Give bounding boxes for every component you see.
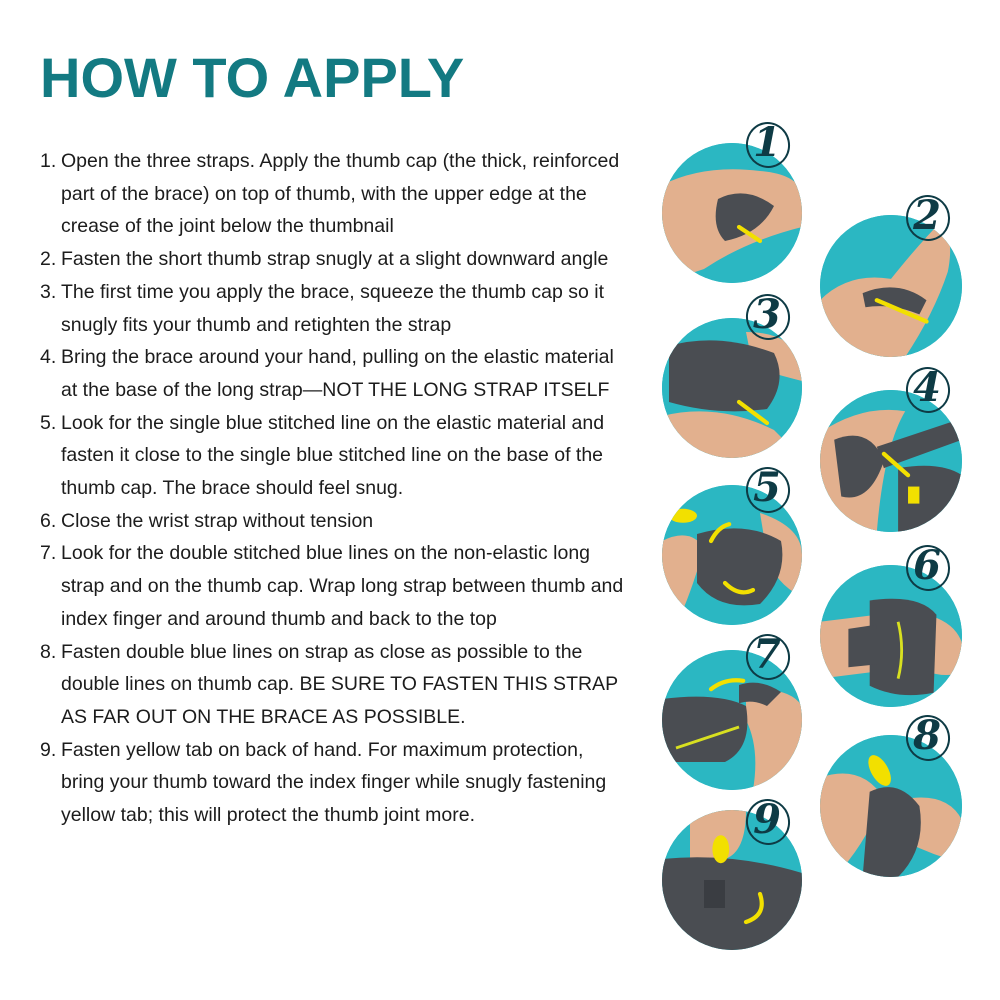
step-badge-1: 1 [744,120,790,166]
list-item [40,407,630,505]
step-text: Fasten double blue lines on strap as close as possible to the double lines on thumb cap. BE SURE TO FASTEN THIS STRAP AS FAR OUT ON THE BRACE AS POSSIBLE. [61,640,618,728]
step-text: The first time you apply the brace, squeeze the thumb cap so it snugly fits your thumb and retighten the strap [61,280,605,336]
step-badge-2: 2 [904,193,950,239]
step-badge-4: 4 [904,365,950,411]
step-number: 7. [40,542,57,565]
list-item [40,341,630,406]
step-text: Open the three straps. Apply the thumb cap (the thick, reinforced part of the brace) on top of thumb, with the upper edge at the crease of the joint below the thumbnail [61,150,620,238]
step-number: 9. [40,738,57,761]
step-badge-6: 6 [904,543,950,589]
step-number: 1. [40,150,57,172]
step-badge-3: 3 [744,292,790,338]
step-badge-5: 5 [744,465,790,511]
step-text: Fasten yellow tab on back of hand. For maximum protection, bring your thumb toward the index finger while snugly fastening yellow tab; this will protect the thumb joint more. [61,738,607,827]
step-number: 6. [40,509,57,532]
step-text: Bring the brace around your hand, pulling on the elastic material at the base of the long strap—NOT THE LONG STRAP ITSELF [61,346,614,401]
step-text: Fasten the short thumb strap snugly at a slight downward angle [61,248,609,271]
list-item [40,145,630,243]
instruction-list [40,145,630,832]
step-number: 8. [40,640,57,663]
list-item [40,734,630,832]
step-number: 4. [40,346,57,369]
step-number: 5. [40,411,57,434]
step-photo-3 [662,318,802,458]
list-item [40,636,630,734]
step-badge-9: 9 [744,797,790,843]
step-photo-4 [820,390,962,532]
list-item [40,537,630,635]
hand-brace-illustration [662,318,802,458]
step-text: Look for the single blue stitched line on the elastic material and fasten it close to the single blue stitched line on the base of the thumb cap. The brace should feel snug. [61,411,605,500]
step-badge-8: 8 [904,713,950,759]
list-item [40,276,630,341]
list-item [40,505,630,538]
page-title: HOW TO APPLY [40,46,465,109]
step-badge-7: 7 [744,632,790,678]
hand-brace-illustration [820,390,962,532]
list-item [40,243,630,276]
step-text: Close the wrist strap without tension [61,509,374,532]
step-number: 3. [40,280,57,303]
step-text: Look for the double stitched blue lines on the non-elastic long strap and on the thumb cap. Wrap long strap between thumb and index finger and around thumb and back to the top [61,542,624,630]
step-number: 2. [40,248,57,271]
